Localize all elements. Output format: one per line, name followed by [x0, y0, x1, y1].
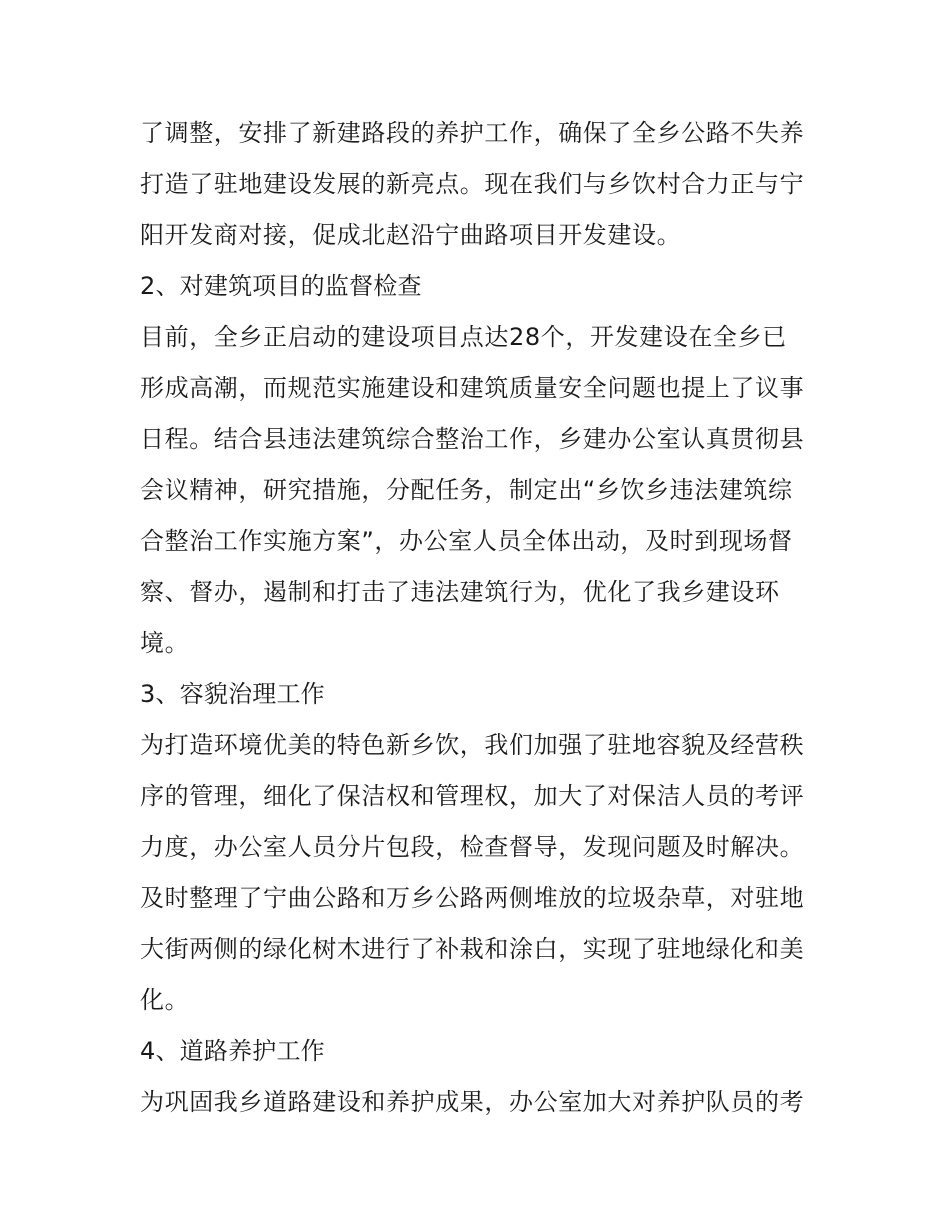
document-body — [140, 108, 820, 1128]
paragraph-line: 察、督办，遏制和打击了违法建筑行为，优化了我乡建设环 — [140, 578, 780, 606]
section-heading-4: 4、道路养护工作 — [140, 1037, 325, 1065]
paragraph-line: 大街两侧的绿化树木进行了补栽和涂白，实现了驻地绿化和美 — [140, 935, 805, 963]
paragraph-line: 为巩固我乡道路建设和养护成果，办公室加大对养护队员的考 — [140, 1088, 805, 1116]
paragraph-line: 及时整理了宁曲公路和万乡公路两侧堆放的垃圾杂草，对驻地 — [140, 884, 805, 912]
paragraph-line: 境。 — [140, 629, 190, 657]
paragraph-line: 了调整，安排了新建路段的养护工作，确保了全乡公路不失养 — [140, 119, 805, 147]
paragraph-line: 会议精神，研究措施，分配任务，制定出“乡饮乡违法建筑综 — [140, 476, 793, 504]
paragraph-line: 力度，办公室人员分片包段，检查督导，发现问题及时解决。 — [140, 833, 805, 861]
paragraph-line: 打造了驻地建设发展的新亮点。现在我们与乡饮村合力正与宁 — [140, 170, 805, 198]
paragraph-line: 日程。结合县违法建筑综合整治工作，乡建办公室认真贯彻县 — [140, 425, 805, 453]
paragraph-line: 阳开发商对接，促成北赵沿宁曲路项目开发建设。 — [140, 221, 682, 249]
section-heading-3: 3、容貌治理工作 — [140, 680, 325, 708]
paragraph-line: 合整治工作实施方案”，办公室人员全体出动，及时到现场督 — [140, 527, 793, 555]
paragraph-line: 目前，全乡正启动的建设项目点达28个，开发建设在全乡已 — [140, 323, 787, 351]
paragraph-line: 为打造环境优美的特色新乡饮，我们加强了驻地容貌及经营秩 — [140, 731, 805, 759]
section-heading-2: 2、对建筑项目的监督检查 — [140, 272, 422, 300]
paragraph-line: 化。 — [140, 986, 190, 1014]
paragraph-line: 形成高潮，而规范实施建设和建筑质量安全问题也提上了议事 — [140, 374, 805, 402]
paragraph-line: 序的管理，细化了保洁权和管理权，加大了对保洁人员的考评 — [140, 782, 805, 810]
